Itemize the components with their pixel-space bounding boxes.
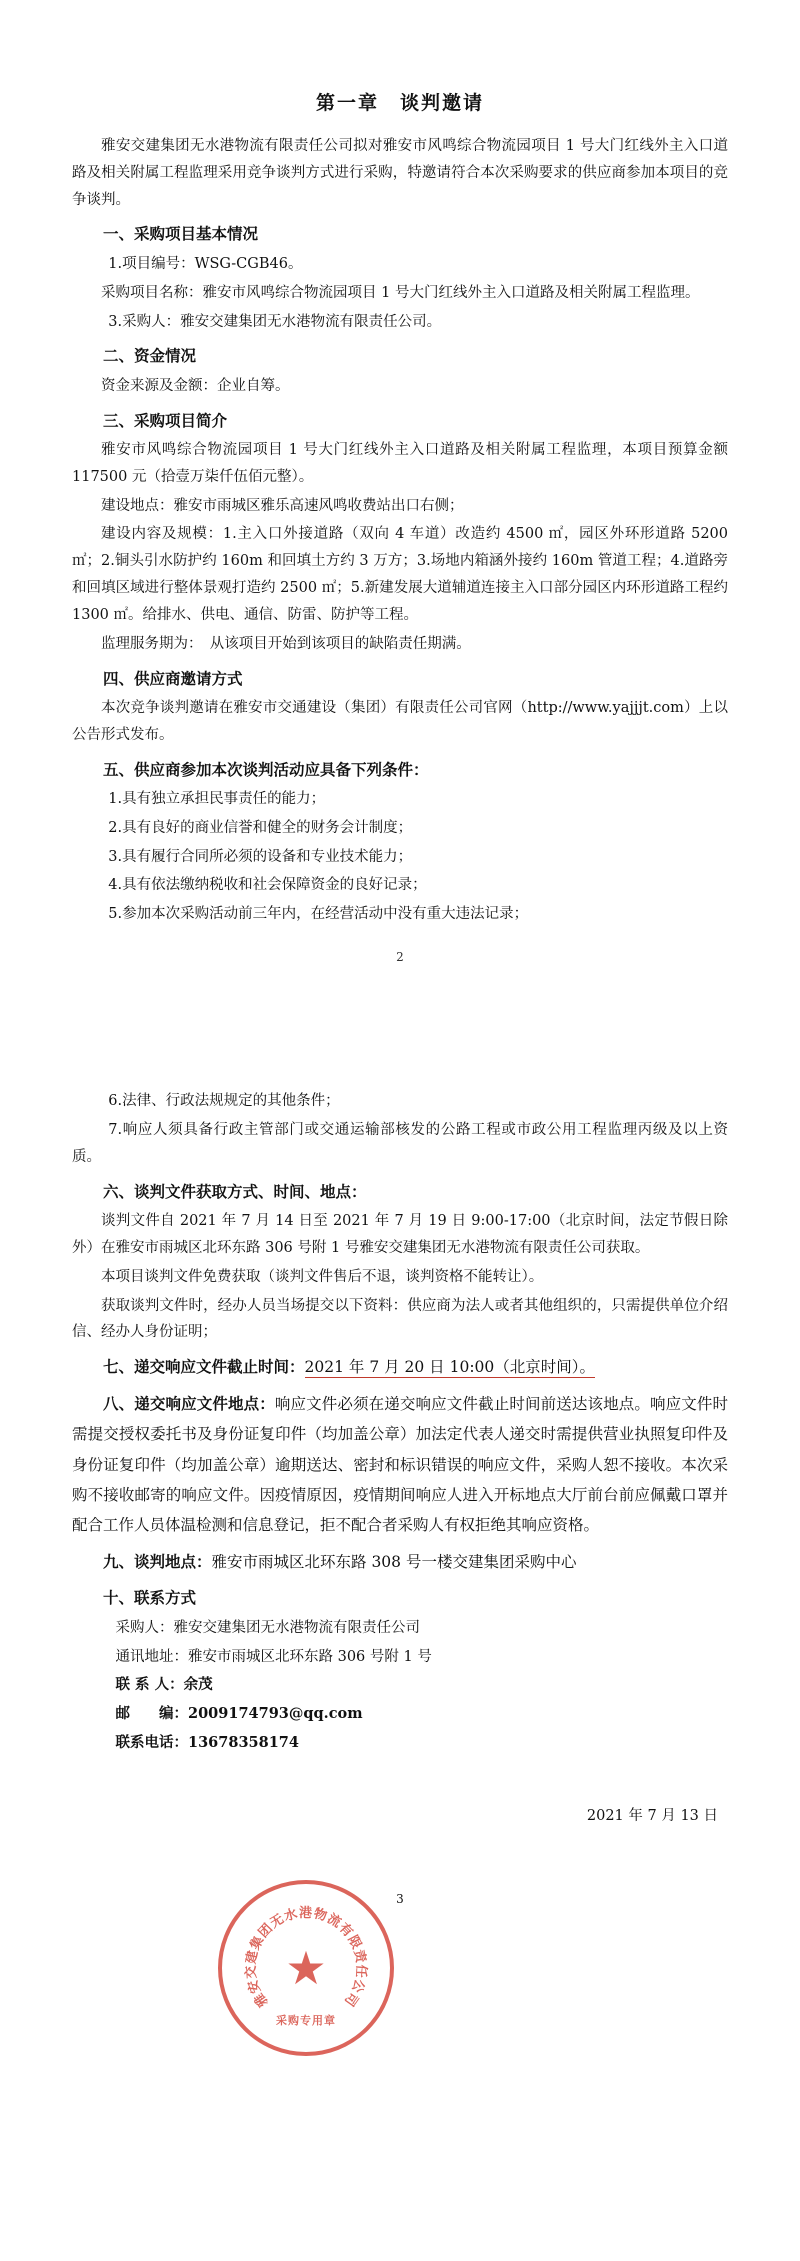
star-icon: ★	[285, 1941, 327, 1995]
section-3-item-1: 雅安市风鸣综合物流园项目 1 号大门红线外主入口道路及相关附属工程监理，本项目预算金额 117500 元（拾壹万柒仟伍佰元整）。	[72, 442, 728, 485]
section-heading-7	[72, 1352, 728, 1382]
section-4-item-1: 本次竞争谈判邀请在雅安市交通建设（集团）有限责任公司官网（http://www.yajjjt.com）上以公告形式发布。	[72, 699, 728, 743]
contact-email: 邮 编：2009174793@qq.com	[115, 1705, 363, 1723]
section-8-body: 响应文件必须在递交响应文件截止时间前送达该地点。响应文件时需提交授权委托书及身份证复印件（均加盖公章）加法定代表人递交时需提供营业执照复印件及身份证复印件（均加盖公章）逾期送达、密封和标识错误的响应文件，采购人恕不接收。本次采购不接收邮寄的响应文件。因疫情原因，疫情期间响应人进入开标地点大厅前台前应佩戴口罩并配合工作人员体温检测和信息登记，拒不配合者采购人有权拒绝其响应资格。	[72, 1394, 728, 1535]
section-3-item-2: 建设地点：雅安市雨城区雅乐高速风鸣收费站出口右侧；	[101, 497, 464, 514]
document-date: 2021 年 7 月 13 日	[586, 1807, 718, 1824]
section-heading-5: 五、供应商参加本次谈判活动应具备下列条件：	[103, 759, 429, 779]
section-6-body-2: 本项目谈判文件免费获取（谈判文件售后不退，谈判资格不能转让）。	[101, 1268, 544, 1285]
section-5-item-5: 5.参加本次采购活动前三年内，在经营活动中没有重大违法记录；	[108, 906, 529, 923]
section-5-item-3: 3.具有履行合同所必须的设备和专业技术能力；	[108, 848, 413, 865]
section-heading-6: 六、谈判文件获取方式、时间、地点：	[103, 1181, 367, 1201]
section-5-item-2: 2.具有良好的商业信誉和健全的财务会计制度；	[108, 819, 413, 836]
page-number-inner: 2	[396, 950, 404, 965]
section-heading-4: 四、供应商邀请方式	[103, 668, 243, 688]
section-8-label: 八、递交响应文件地点：	[103, 1393, 275, 1413]
section-9-label: 九、谈判地点：	[103, 1551, 212, 1571]
section-6-item-2: 7.响应人须具备行政主管部门或交通运输部核发的公路工程或市政公用工程监理丙级及以上资质。	[72, 1122, 728, 1165]
page-title: 第一章 谈判邀请	[315, 92, 484, 114]
section-heading-9	[72, 1547, 728, 1577]
contact-phone: 联系电话：13678358174	[115, 1733, 299, 1751]
section-3-item-4: 监理服务期为： 从该项目开始到该项目的缺陷责任期满。	[101, 635, 471, 652]
section-1-item-2: 采购项目名称：雅安市风鸣综合物流园项目 1 号大门红线外主入口道路及相关附属工程监理。	[101, 284, 700, 301]
seal-bottom-text: 采购专用章	[276, 2014, 336, 2027]
section-5-item-4: 4.具有依法缴纳税收和社会保障资金的良好记录；	[108, 877, 427, 894]
section-heading-2: 二、资金情况	[103, 346, 197, 366]
section-6-item-1: 6.法律、行政法规规定的其他条件；	[108, 1093, 340, 1110]
section-heading-10: 十、联系方式	[103, 1588, 197, 1608]
contact-address: 通讯地址：雅安市雨城区北环东路 306 号附 1 号	[115, 1648, 432, 1665]
section-1-item-3: 3.采购人：雅安交建集团无水港物流有限责任公司。	[108, 313, 442, 330]
seal-ring-text: 雅 安 交 建 集 团 无 水 港 物 流 有 限 责 任 公 司	[243, 1906, 369, 2010]
contact-purchaser: 采购人：雅安交建集团无水港物流有限责任公司	[115, 1619, 420, 1636]
section-2-item-1: 资金来源及金额：企业自筹。	[101, 377, 290, 394]
contact-person: 联 系 人：余茂	[115, 1676, 213, 1694]
page-break-spacer	[72, 968, 728, 1088]
intro-paragraph: 雅安交建集团无水港物流有限责任公司拟对雅安市风鸣综合物流园项目 1 号大门红线外主入口道路及相关附属工程监理采用竞争谈判方式进行采购，特邀请符合本次采购要求的供应商参加本项目的竞争谈判。	[72, 138, 728, 208]
section-5-item-1: 1.具有独立承担民事责任的能力；	[108, 791, 326, 807]
section-7-deadline: 2021 年 7 月 20 日 10:00（北京时间）。	[304, 1358, 596, 1377]
section-heading-8	[72, 1389, 728, 1541]
section-6-body-1: 谈判文件自 2021 年 7 月 14 日至 2021 年 7 月 19 日 9:00-17:00（北京时间，法定节假日除外）在雅安市雨城区北环东路 306 号附 1 号雅安交建集团无水港物流有限责任公司获取。	[72, 1213, 728, 1256]
section-9-body: 雅安市雨城区北环东路 308 号一楼交建集团采购中心	[211, 1552, 577, 1571]
section-7-label: 七、递交响应文件截止时间：	[103, 1357, 305, 1377]
section-6-body-3: 获取谈判文件时，经办人员当场提交以下资料：供应商为法人或者其他组织的，只需提供单位介绍信、经办人身份证明；	[72, 1297, 728, 1341]
section-heading-3: 三、采购项目简介	[103, 410, 228, 430]
section-heading-1: 一、采购项目基本情况	[103, 224, 259, 244]
section-1-item-1: 1.项目编号：WSG-CGB46。	[108, 255, 303, 272]
page-number-footer: 3	[396, 1891, 404, 1906]
section-3-item-3: 建设内容及规模：1.主入口外接道路（双向 4 车道）改造约 4500 ㎡，园区外环形道路 5200㎡；2.铜头引水防护约 160m 和回填土方约 3 万方；3.场地内箱涵外接约 160m 管道工程；4.道路旁和回填区域进行整体景观打造约 2500 ㎡；5.新建发展大道辅道连接主入口部分园区内环形道路工程约 1300 ㎡。给排水、供电、通信、防雷、防护等工程。	[72, 526, 728, 623]
